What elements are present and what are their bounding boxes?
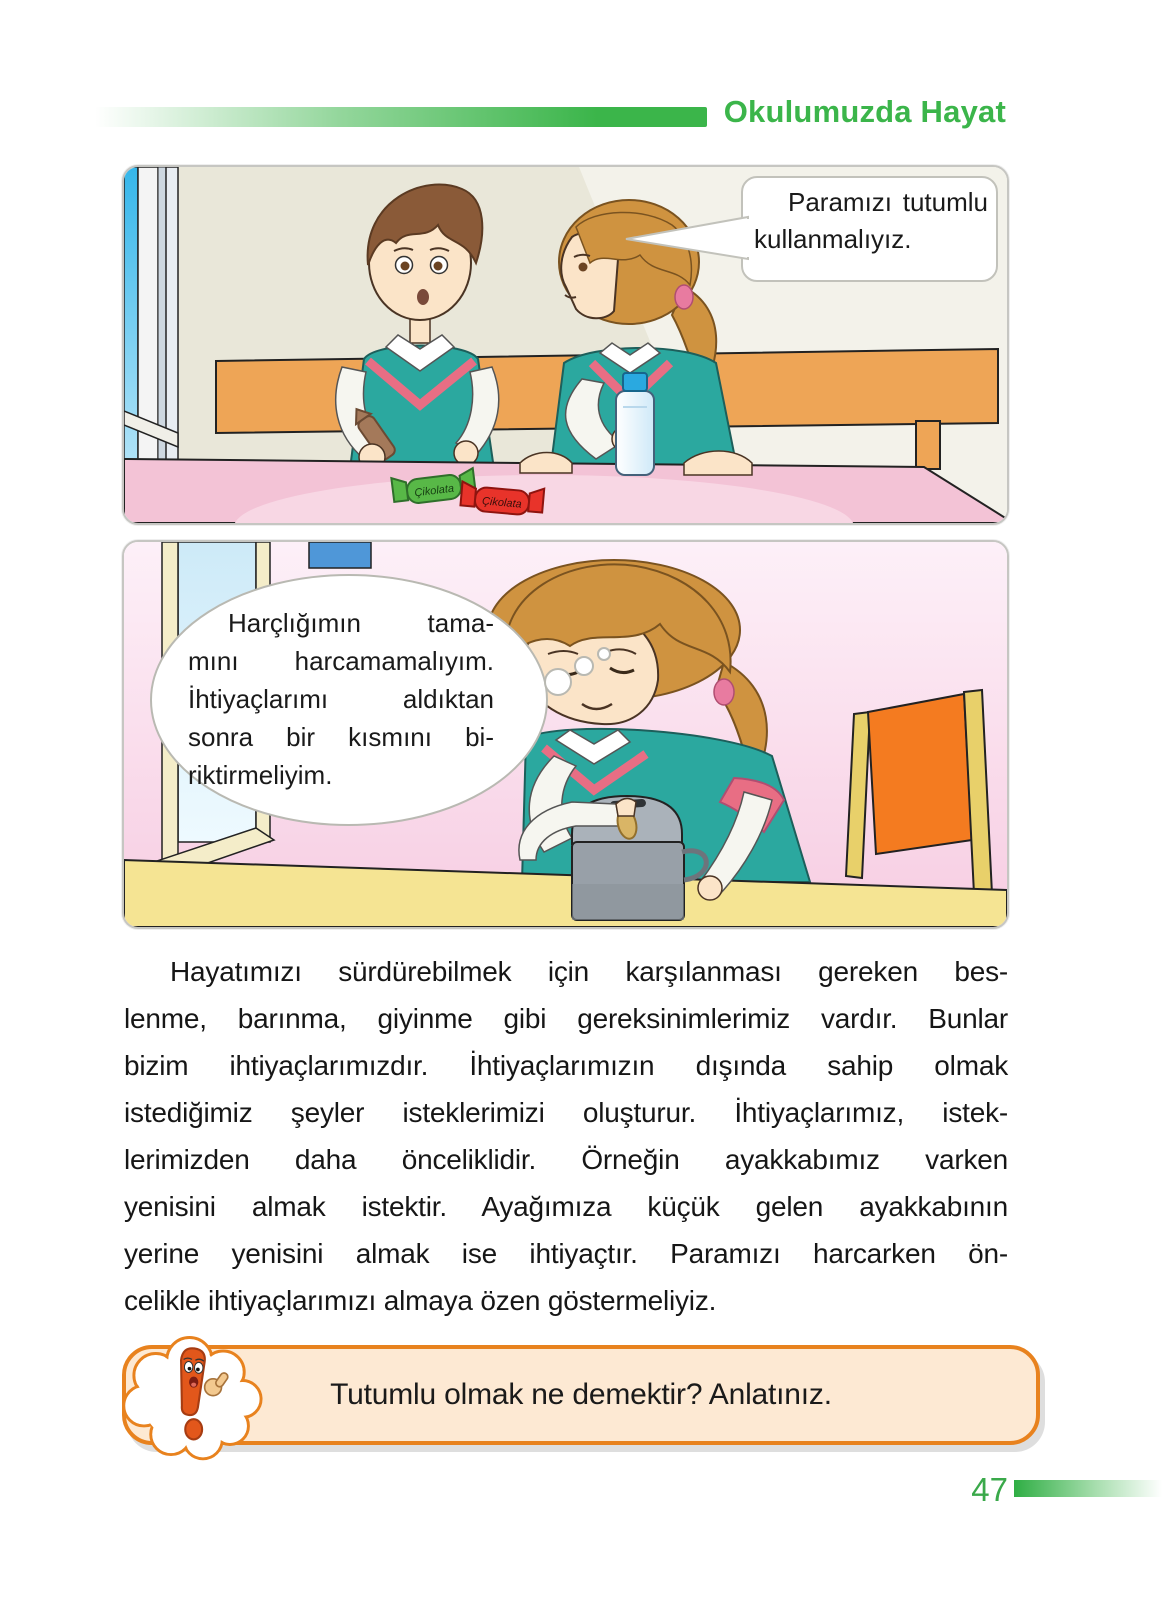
paragraph-line: lerimizden daha önceliklidir. Örneğin ayakkabımız varken: [124, 1144, 1008, 1175]
callout-question-text: Tutumlu olmak ne demektir? Anlatınız.: [330, 1378, 832, 1411]
candy-label: Çikolata: [481, 495, 523, 511]
thought-line: sonra bir kısmını bi-: [188, 722, 494, 752]
speech-bubble-text: [754, 184, 988, 258]
header-gradient-bar: [95, 107, 707, 127]
thought-line: riktirmeliyim.: [188, 760, 333, 790]
thought-line: mını harcamamalıyım.: [188, 646, 494, 676]
page-title: Okulumuzda Hayat: [723, 94, 1006, 129]
exclamation-mascot-icon: [112, 1323, 272, 1475]
paragraph-line: celikle ihtiyaçlarımızı almaya özen göstermeliyiz.: [124, 1285, 717, 1316]
pointing-hand: [205, 1371, 230, 1395]
page-number: 47: [971, 1471, 1008, 1508]
paragraph-line: istediğimiz şeyler isteklerimizi oluşturur. İhtiyaçlarımız, istek-: [124, 1097, 1008, 1128]
paragraph-line: yerine yenisini almak ise ihtiyaçtır. Paramızı harcarken ön-: [124, 1238, 1008, 1269]
paragraph-line: Hayatımızı sürdürebilmek için karşılanması gereken bes-: [170, 956, 1008, 987]
thought-bubble-text: [188, 604, 494, 794]
candy-label: Çikolata: [413, 482, 455, 500]
thought-line: Harçlığımın tama-: [228, 608, 494, 638]
question-callout-box: [122, 1345, 1040, 1445]
body-paragraph: [124, 948, 1008, 1324]
paragraph-line: lenme, barınma, giyinme gibi gereksinimlerimiz vardır. Bunlar: [124, 1003, 1008, 1034]
speech-line: Paramızı tutumlu: [788, 187, 988, 217]
speech-line: kullanmalıyız.: [754, 224, 912, 254]
blue-window-top: [309, 542, 371, 568]
paragraph-line: yenisini almak istektir. Ayağımıza küçük gelen ayakkabının: [124, 1191, 1008, 1222]
illustration-panel-classroom: [122, 165, 1009, 525]
thought-line: İhtiyaçlarımı aldıktan: [188, 684, 494, 714]
footer-gradient-bar: [1014, 1480, 1162, 1497]
paragraph-line: bizim ihtiyaçlarımızdır. İhtiyaçlarımızın dışında sahip olmak: [124, 1050, 1008, 1081]
illustration-panel-saving: [122, 540, 1009, 929]
